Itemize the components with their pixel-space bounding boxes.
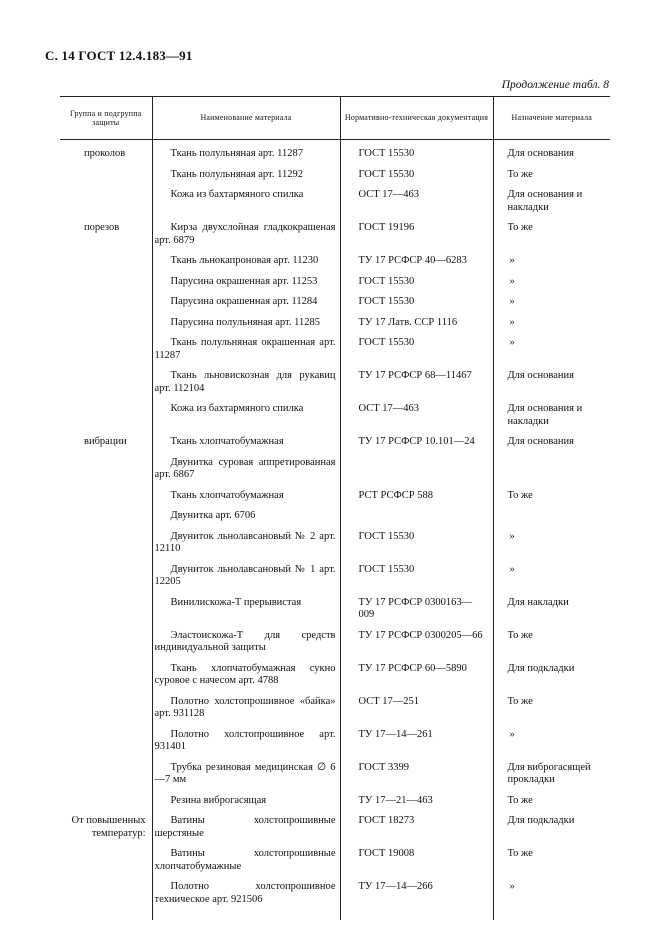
cell-group (60, 272, 152, 293)
cell-purpose: То же (493, 165, 610, 186)
cell-material: Ткань льнокапроновая арт. 11230 (152, 251, 340, 272)
table-continuation-label: Продолжение табл. 8 (501, 79, 609, 91)
cell-purpose (493, 453, 610, 486)
table-row (60, 292, 610, 313)
cell-group (60, 844, 152, 877)
cell-material: Парусина окрашенная арт. 11253 (152, 272, 340, 293)
cell-document: ГОСТ 15530 (340, 560, 493, 593)
cell-purpose: То же (493, 692, 610, 725)
cell-purpose: » (493, 725, 610, 758)
table-row (60, 333, 610, 366)
table-row (60, 251, 610, 272)
table-row (60, 506, 610, 527)
cell-group (60, 560, 152, 593)
table-row (60, 659, 610, 692)
page-header: С. 14 ГОСТ 12.4.183—91 (45, 48, 193, 63)
cell-purpose: Для основания и накладки (493, 185, 610, 218)
cell-material: Парусина полульняная арт. 11285 (152, 313, 340, 334)
cell-group: проколов (84, 148, 126, 159)
spacer-cell (340, 910, 493, 920)
cell-group (60, 877, 152, 910)
cell-purpose: Для основания (493, 432, 610, 453)
table-row (60, 692, 610, 725)
cell-material: Ткань хлопчатобумажная (152, 432, 340, 453)
cell-document: ТУ 17 РСФСР 40—6283 (340, 251, 493, 272)
cell-document: ТУ 17 РСФСР 10.101—24 (340, 432, 493, 453)
cell-material: Двунитка арт. 6706 (152, 506, 340, 527)
cell-document (340, 506, 493, 527)
cell-material: Ткань хлопчатобумажная (152, 486, 340, 507)
spacer-cell (152, 910, 340, 920)
cell-material: Винилискожа-Т прерывистая (152, 593, 340, 626)
cell-document: ТУ 17 Латв. ССР 1116 (340, 313, 493, 334)
cell-purpose: Для подкладки (493, 659, 610, 692)
header-material: Наименование материала (152, 97, 340, 140)
cell-material: Эластоискожа-Т для средств индивидуальной защиты (152, 626, 340, 659)
cell-document: ТУ 17—21—463 (340, 791, 493, 812)
cell-group (60, 399, 152, 432)
cell-document: ГОСТ 3399 (340, 758, 493, 791)
cell-purpose: Для основания и накладки (493, 399, 610, 432)
table-row (60, 560, 610, 593)
table-row (60, 758, 610, 791)
cell-document: ГОСТ 15530 (340, 292, 493, 313)
cell-group: вибрации (84, 436, 127, 447)
table-row (60, 725, 610, 758)
cell-material: Ватины холстопрошивные шерстяные (152, 811, 340, 844)
cell-purpose: То же (493, 626, 610, 659)
cell-purpose: Для виброгасящей прокладки (493, 758, 610, 791)
cell-group (60, 313, 152, 334)
cell-group (60, 165, 152, 186)
table-header-row (60, 97, 610, 140)
cell-purpose: То же (493, 791, 610, 812)
cell-document: РСТ РСФСР 588 (340, 486, 493, 507)
cell-purpose: » (493, 333, 610, 366)
cell-material: Ткань хлопчатобумажная сукно суровое с начесом арт. 4788 (152, 659, 340, 692)
cell-purpose: То же (493, 218, 610, 251)
cell-document: ТУ 17—14—261 (340, 725, 493, 758)
cell-group (60, 593, 152, 626)
cell-group (60, 758, 152, 791)
cell-group (60, 692, 152, 725)
table-row (60, 811, 610, 844)
cell-purpose: Для основания (493, 140, 610, 165)
cell-group (60, 659, 152, 692)
cell-group (60, 333, 152, 366)
cell-group (60, 185, 152, 218)
cell-material: Кожа из бахтармяного спилка (152, 399, 340, 432)
cell-document: ГОСТ 15530 (340, 140, 493, 165)
table-row (60, 399, 610, 432)
cell-purpose: » (493, 877, 610, 910)
header-document: Нормативно-техническая документация (340, 97, 493, 140)
cell-material: Двунитка суровая аппретированная арт. 6867 (152, 453, 340, 486)
cell-group (60, 791, 152, 812)
table-row (60, 140, 610, 165)
cell-material: Резина виброгасящая (152, 791, 340, 812)
table-row (60, 165, 610, 186)
cell-group (60, 453, 152, 486)
cell-document: ГОСТ 19196 (340, 218, 493, 251)
table-row (60, 593, 610, 626)
cell-group (60, 527, 152, 560)
cell-group (60, 486, 152, 507)
cell-group (60, 725, 152, 758)
table-row (60, 527, 610, 560)
spacer-cell (493, 910, 610, 920)
cell-document: ОСТ 17—463 (340, 399, 493, 432)
table-body (60, 140, 610, 921)
cell-material: Полотно холстопрошивное техническое арт. 921506 (152, 877, 340, 910)
spacer-cell (60, 910, 152, 920)
table-row (60, 185, 610, 218)
table-row (60, 877, 610, 910)
cell-document: ГОСТ 15530 (340, 165, 493, 186)
table-row (60, 272, 610, 293)
cell-group (60, 626, 152, 659)
cell-document: ТУ 17 РСФСР 0300205—66 (340, 626, 493, 659)
cell-material: Двуниток льнолавсановый № 2 арт. 12110 (152, 527, 340, 560)
table-row (60, 453, 610, 486)
cell-material: Трубка резиновая медицинская ∅ 6—7 мм (152, 758, 340, 791)
cell-purpose: Для основания (493, 366, 610, 399)
table-row (60, 218, 610, 251)
cell-group (60, 251, 152, 272)
table-row (60, 366, 610, 399)
cell-purpose: » (493, 560, 610, 593)
cell-purpose: » (493, 272, 610, 293)
cell-purpose: То же (493, 486, 610, 507)
cell-purpose: » (493, 292, 610, 313)
header-group: Группа и подгруппа защиты (60, 97, 152, 140)
cell-purpose: » (493, 313, 610, 334)
table-row (60, 486, 610, 507)
table-row (60, 313, 610, 334)
cell-purpose: » (493, 251, 610, 272)
materials-table (60, 96, 610, 920)
table-row (60, 432, 610, 453)
cell-document: ТУ 17—14—266 (340, 877, 493, 910)
cell-document: ОСТ 17—251 (340, 692, 493, 725)
table-row (60, 626, 610, 659)
cell-group: От повышенных температур: (71, 815, 146, 839)
cell-material: Ткань полульняная арт. 11287 (152, 140, 340, 165)
cell-purpose: Для накладки (493, 593, 610, 626)
cell-material: Полотно холстопрошивное арт. 931401 (152, 725, 340, 758)
cell-material: Парусина окрашенная арт. 11284 (152, 292, 340, 313)
cell-purpose: Для подкладки (493, 811, 610, 844)
cell-group (60, 366, 152, 399)
cell-document: ГОСТ 15530 (340, 333, 493, 366)
cell-document: ГОСТ 15530 (340, 527, 493, 560)
cell-material: Кожа из бахтармяного спилка (152, 185, 340, 218)
cell-purpose: То же (493, 844, 610, 877)
cell-material: Ткань полульняная арт. 11292 (152, 165, 340, 186)
cell-group: порезов (84, 222, 120, 233)
cell-material: Двуниток льнолавсановый № 1 арт. 12205 (152, 560, 340, 593)
cell-material: Ткань льновискозная для рукавиц арт. 112104 (152, 366, 340, 399)
cell-material: Ткань полульняная окрашенная арт. 11287 (152, 333, 340, 366)
cell-document: ГОСТ 15530 (340, 272, 493, 293)
cell-group (60, 292, 152, 313)
table-row (60, 791, 610, 812)
cell-document: ТУ 17 РСФСР 68—11467 (340, 366, 493, 399)
cell-document: ГОСТ 18273 (340, 811, 493, 844)
cell-document: ГОСТ 19008 (340, 844, 493, 877)
cell-document: ТУ 17 РСФСР 60—5890 (340, 659, 493, 692)
cell-document: ТУ 17 РСФСР 0300163—009 (340, 593, 493, 626)
cell-document: ОСТ 17—463 (340, 185, 493, 218)
cell-document (340, 453, 493, 486)
cell-material: Полотно холстопрошивное «байка» арт. 931128 (152, 692, 340, 725)
cell-group (60, 506, 152, 527)
header-purpose: Назначение материала (493, 97, 610, 140)
table-tail-spacer (60, 910, 610, 920)
cell-purpose: » (493, 527, 610, 560)
cell-material: Ватины холстопрошивные хлопчатобумажные (152, 844, 340, 877)
cell-purpose (493, 506, 610, 527)
table-row (60, 844, 610, 877)
cell-material: Кирза двухслойная гладкокрашеная арт. 6879 (152, 218, 340, 251)
